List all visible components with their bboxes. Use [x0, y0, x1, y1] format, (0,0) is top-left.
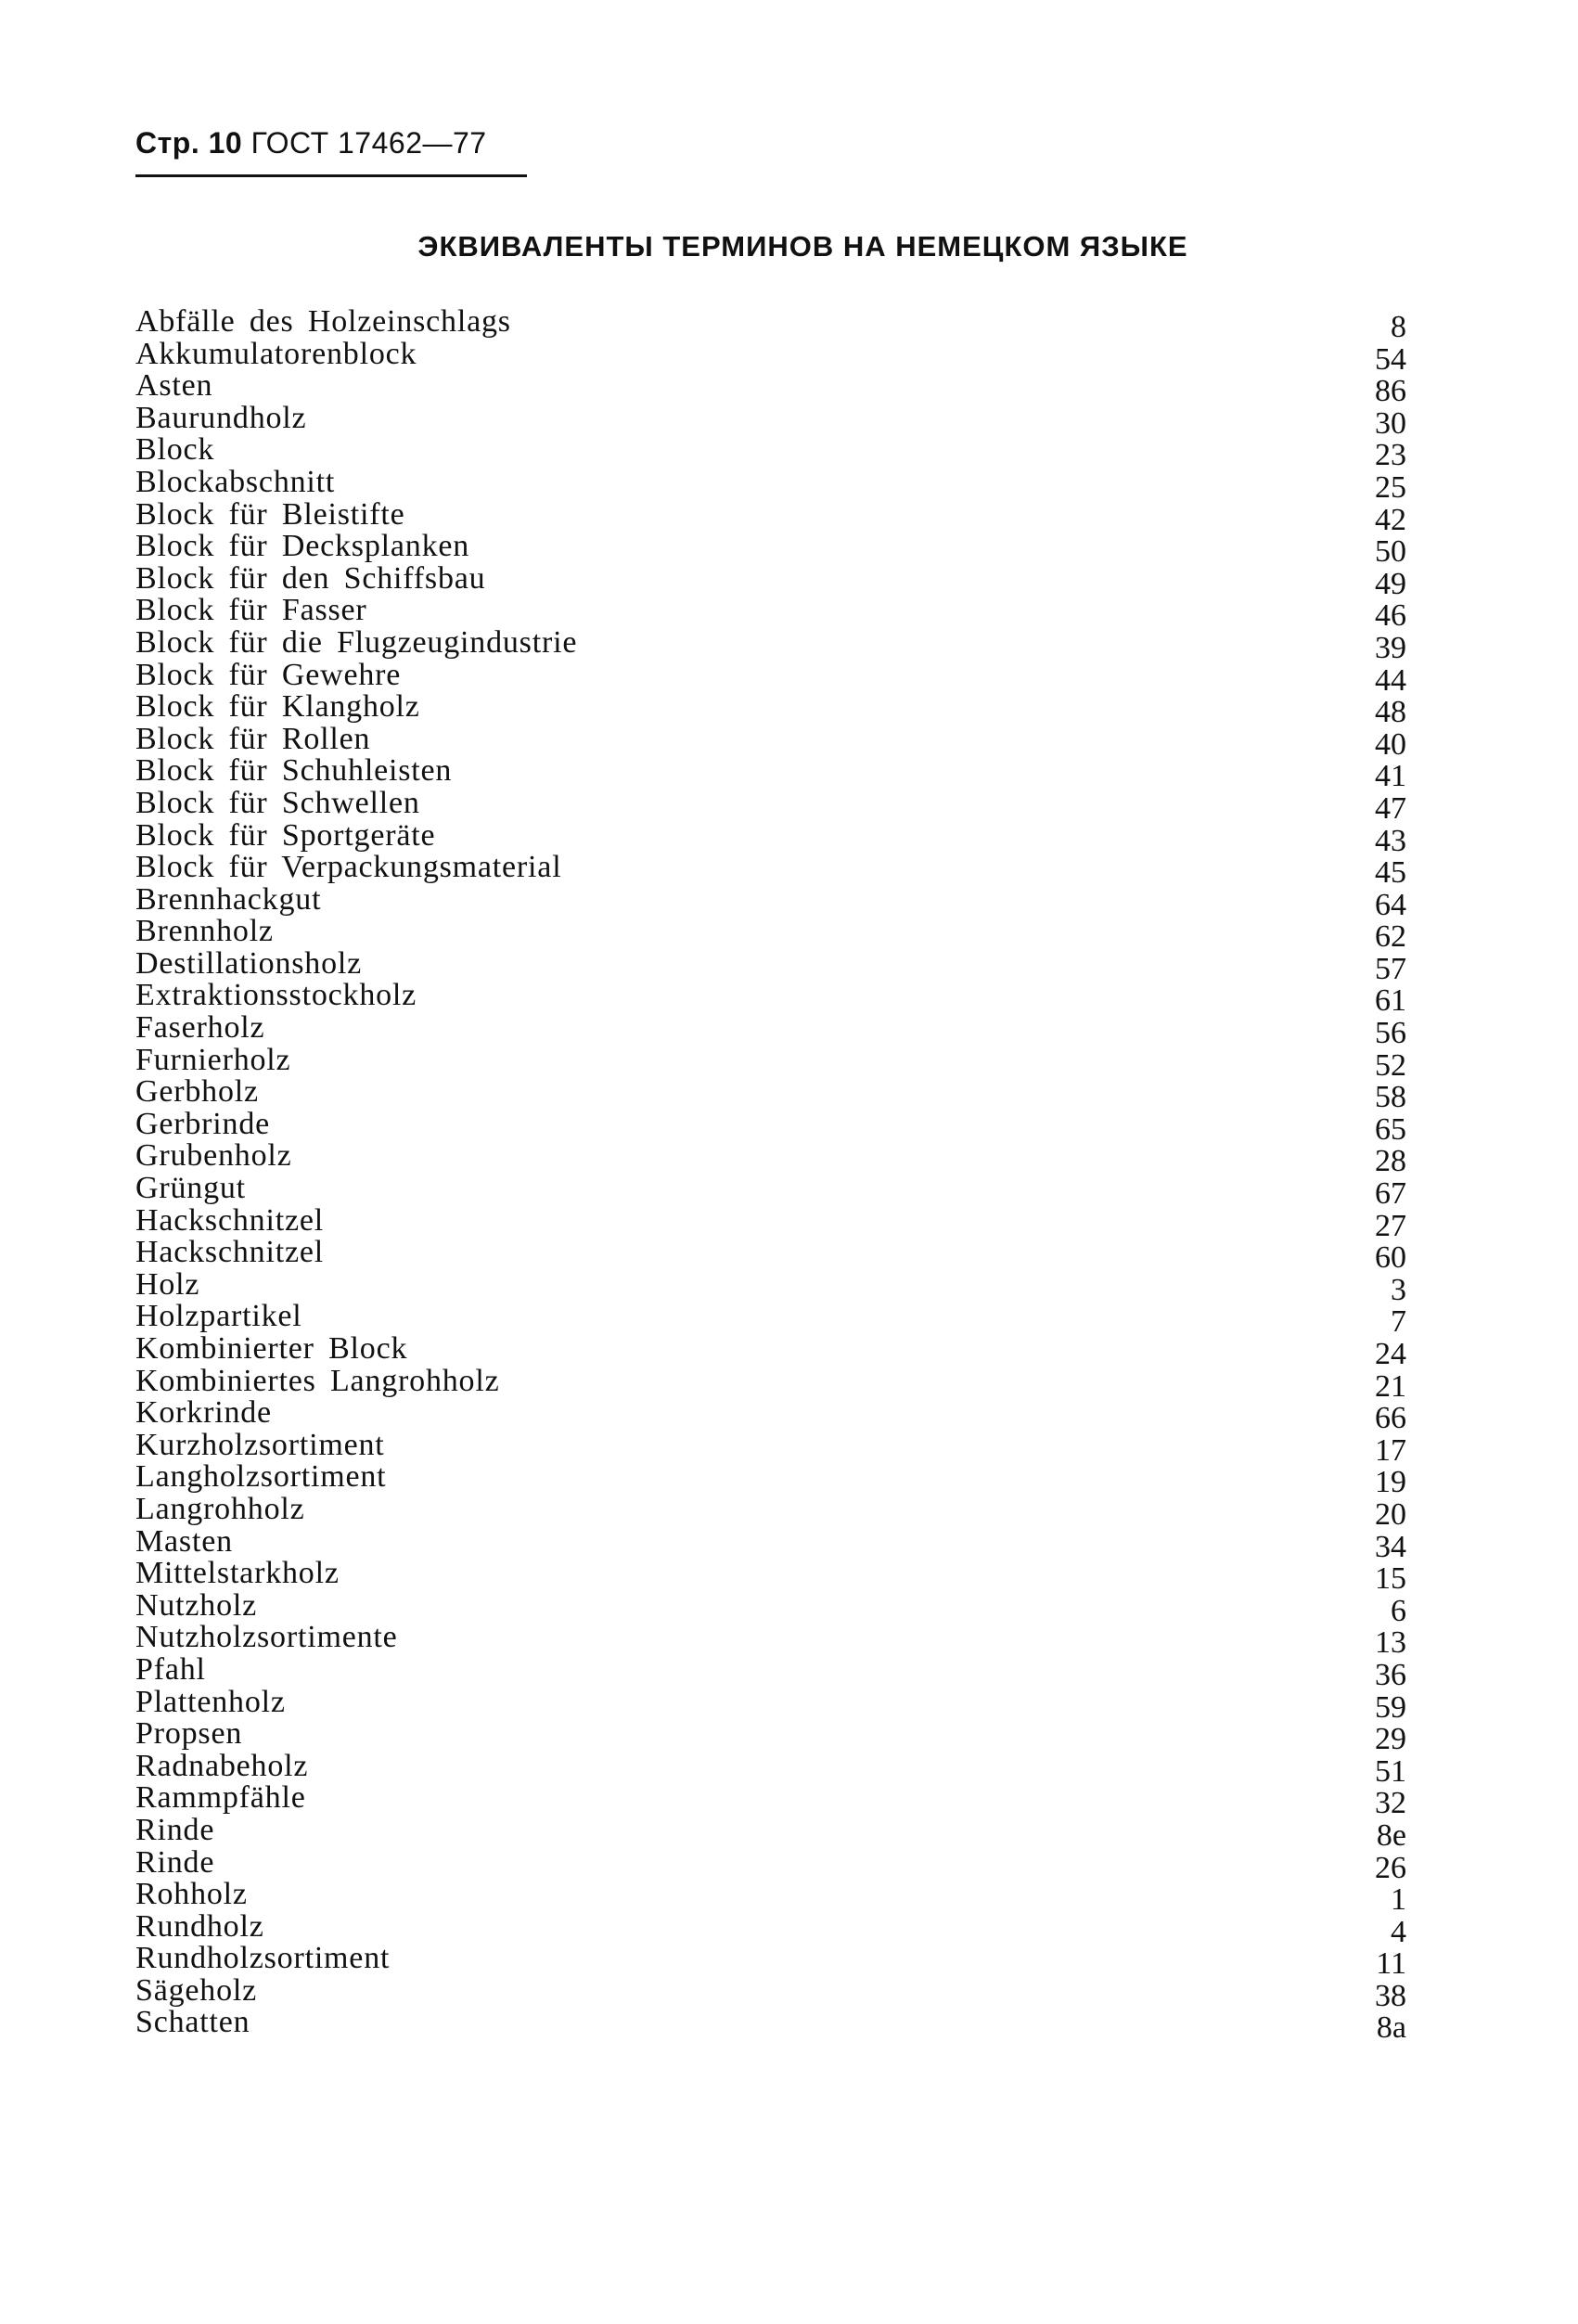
term-text: Holzpartikel [135, 1299, 302, 1334]
term-text: Block für Verpackungsmaterial [135, 850, 562, 885]
list-item [135, 336, 1406, 377]
list-item [135, 1106, 1406, 1147]
term-number: 39 [1375, 630, 1406, 665]
term-text: Block für Sportgeräte [135, 817, 436, 853]
term-number: 43 [1375, 823, 1406, 858]
term-number: 46 [1375, 598, 1406, 634]
term-number: 34 [1375, 1529, 1406, 1564]
term-number: 13 [1375, 1625, 1406, 1661]
term-number: 51 [1375, 1753, 1406, 1789]
list-item [135, 914, 1406, 955]
term-text: Blockabschnitt [135, 464, 336, 499]
list-item [135, 657, 1406, 698]
term-number: 4 [1391, 1914, 1406, 1949]
term-text: Asten [135, 368, 213, 404]
term-text: Block [135, 432, 215, 468]
list-item [135, 593, 1406, 634]
term-number: 28 [1375, 1144, 1406, 1179]
term-text: Faserholz [135, 1010, 265, 1046]
term-text: Kombinierter Block [135, 1331, 408, 1366]
term-text: Block für Schuhleisten [135, 753, 453, 789]
term-number: 41 [1375, 759, 1406, 794]
term-text: Mittelstarkholz [135, 1556, 340, 1591]
list-item [135, 1427, 1406, 1468]
term-number: 54 [1375, 341, 1406, 377]
term-text: Gerbrinde [135, 1106, 271, 1141]
term-text: Sägeholz [135, 1972, 258, 2008]
term-text: Brennholz [135, 914, 274, 949]
term-number: 21 [1375, 1368, 1406, 1404]
term-number: 42 [1375, 502, 1406, 537]
term-number: 32 [1375, 1786, 1406, 1821]
list-item [135, 1587, 1406, 1628]
list-item [135, 1972, 1406, 2013]
term-text: Langholzsortiment [135, 1459, 387, 1495]
list-item [135, 1010, 1406, 1051]
term-number: 24 [1375, 1337, 1406, 1371]
term-text: Akkumulatorenblock [135, 336, 417, 371]
term-text: Block für Gewehre [135, 657, 402, 692]
term-text: Block für die Flugzeugindustrie [135, 624, 578, 660]
term-text: Langrohholz [135, 1491, 305, 1526]
list-item [135, 560, 1406, 601]
term-text: Pfahl [135, 1651, 206, 1687]
list-item [135, 753, 1406, 794]
term-number: 17 [1375, 1432, 1406, 1468]
list-item [135, 1812, 1406, 1853]
list-item [135, 1331, 1406, 1371]
term-number: 47 [1375, 790, 1406, 826]
list-item [135, 850, 1406, 891]
term-number: 61 [1375, 983, 1406, 1019]
term-number: 45 [1375, 855, 1406, 891]
list-item [135, 785, 1406, 826]
term-number: 36 [1375, 1657, 1406, 1692]
list-item [135, 1138, 1406, 1179]
list-item [135, 529, 1406, 570]
term-text: Holz [135, 1266, 200, 1302]
term-text: Korkrinde [135, 1395, 272, 1431]
term-text: Grüngut [135, 1171, 246, 1206]
list-item [135, 1941, 1406, 1982]
list-item [135, 1171, 1406, 1212]
term-number: 50 [1375, 534, 1406, 570]
list-item [135, 1556, 1406, 1597]
term-text: Furnierholz [135, 1042, 291, 1077]
term-text: Hackschnitzel [135, 1235, 324, 1270]
term-number: 8e [1376, 1817, 1406, 1853]
term-text: Block für Klangholz [135, 689, 420, 725]
term-number: 11 [1376, 1946, 1406, 1982]
term-text: Abfälle des Holzeinschlags [135, 304, 511, 339]
term-text: Block für den Schiffsbau [135, 560, 486, 596]
term-number: 19 [1375, 1465, 1406, 1500]
term-number: 56 [1375, 1016, 1406, 1051]
term-text: Rammpfähle [135, 1780, 306, 1816]
list-item [135, 1074, 1406, 1115]
term-text: Block für Bleistifte [135, 496, 405, 532]
term-number: 7 [1391, 1304, 1406, 1340]
term-text: Block für Rollen [135, 721, 371, 756]
list-item [135, 1780, 1406, 1821]
term-number: 66 [1375, 1401, 1406, 1436]
list-item [135, 496, 1406, 537]
header-rule [135, 174, 527, 177]
term-number: 27 [1375, 1208, 1406, 1243]
term-number: 48 [1375, 695, 1406, 730]
list-item [135, 1620, 1406, 1661]
list-item [135, 1235, 1406, 1276]
term-number: 64 [1375, 887, 1406, 922]
term-number: 86 [1375, 374, 1406, 409]
term-text: Extraktionsstockholz [135, 978, 417, 1013]
term-text: Nutzholz [135, 1587, 258, 1623]
standard-reference: ГОСТ 17462—77 [250, 126, 487, 160]
term-number: 58 [1375, 1080, 1406, 1115]
list-item [135, 1266, 1406, 1307]
term-text: Block für Schwellen [135, 785, 420, 820]
term-number: 15 [1375, 1561, 1406, 1597]
term-number: 65 [1375, 1111, 1406, 1147]
term-number: 52 [1375, 1047, 1406, 1083]
term-text: Rundholzsortiment [135, 1941, 391, 1976]
list-item [135, 368, 1406, 409]
term-number: 62 [1375, 919, 1406, 955]
term-list [135, 304, 1406, 2046]
list-item [135, 400, 1406, 441]
term-number: 57 [1375, 951, 1406, 986]
term-number: 6 [1391, 1593, 1406, 1628]
list-item [135, 1299, 1406, 1340]
term-number: 25 [1375, 469, 1406, 505]
term-number: 40 [1375, 726, 1406, 762]
term-text: Block für Fasser [135, 593, 367, 628]
term-text: Rundholz [135, 1908, 264, 1944]
page-number: Стр. 10 [135, 126, 243, 160]
list-item [135, 1202, 1406, 1243]
term-number: 8a [1376, 2010, 1406, 2046]
term-number: 38 [1375, 1978, 1406, 2013]
term-number: 49 [1375, 566, 1406, 601]
term-text: Propsen [135, 1716, 243, 1752]
list-item [135, 1844, 1406, 1885]
term-text: Hackschnitzel [135, 1202, 324, 1238]
term-number: 1 [1391, 1882, 1406, 1918]
term-number: 30 [1375, 405, 1406, 441]
term-number: 20 [1375, 1496, 1406, 1532]
term-number: 59 [1375, 1689, 1406, 1725]
list-item [135, 689, 1406, 730]
list-item [135, 1684, 1406, 1725]
list-item [135, 432, 1406, 473]
term-text: Rinde [135, 1812, 215, 1847]
list-item [135, 1523, 1406, 1564]
term-number: 60 [1375, 1240, 1406, 1276]
list-item [135, 817, 1406, 858]
list-item [135, 1459, 1406, 1500]
term-number: 8 [1391, 310, 1406, 344]
list-item [135, 2005, 1406, 2046]
list-item [135, 1491, 1406, 1532]
term-text: Destillationsholz [135, 945, 363, 981]
list-item [135, 1908, 1406, 1949]
term-text: Radnabeholz [135, 1748, 309, 1783]
term-number: 26 [1375, 1850, 1406, 1885]
list-item [135, 1877, 1406, 1918]
list-item [135, 1042, 1406, 1083]
section-title: ЭКВИВАЛЕНТЫ ТЕРМИНОВ НА НЕМЕЦКОМ ЯЗЫКЕ [417, 230, 1188, 263]
term-text: Schatten [135, 2005, 250, 2040]
list-item [135, 624, 1406, 665]
term-number: 29 [1375, 1722, 1406, 1757]
term-number: 23 [1375, 438, 1406, 473]
term-text: Baurundholz [135, 400, 307, 435]
list-item [135, 1363, 1406, 1404]
term-text: Rinde [135, 1844, 215, 1880]
list-item [135, 1395, 1406, 1436]
list-item [135, 1651, 1406, 1692]
term-number: 67 [1375, 1176, 1406, 1212]
term-number: 3 [1391, 1272, 1406, 1307]
list-item [135, 721, 1406, 762]
list-item [135, 945, 1406, 986]
list-item [135, 464, 1406, 505]
term-text: Rohholz [135, 1877, 248, 1912]
term-text: Plattenholz [135, 1684, 286, 1719]
list-item [135, 304, 1406, 344]
term-text: Kurzholzsortiment [135, 1427, 385, 1462]
term-text: Grubenholz [135, 1138, 292, 1174]
page-header [135, 126, 525, 160]
list-item [135, 978, 1406, 1019]
term-number: 44 [1375, 662, 1406, 698]
list-item [135, 881, 1406, 922]
term-text: Block für Decksplanken [135, 529, 470, 564]
term-text: Masten [135, 1523, 233, 1559]
list-item [135, 1748, 1406, 1789]
term-text: Nutzholzsortimente [135, 1620, 398, 1655]
list-item [135, 1716, 1406, 1757]
term-text: Brennhackgut [135, 881, 322, 917]
term-text: Gerbholz [135, 1074, 259, 1110]
term-text: Kombiniertes Langrohholz [135, 1363, 500, 1398]
